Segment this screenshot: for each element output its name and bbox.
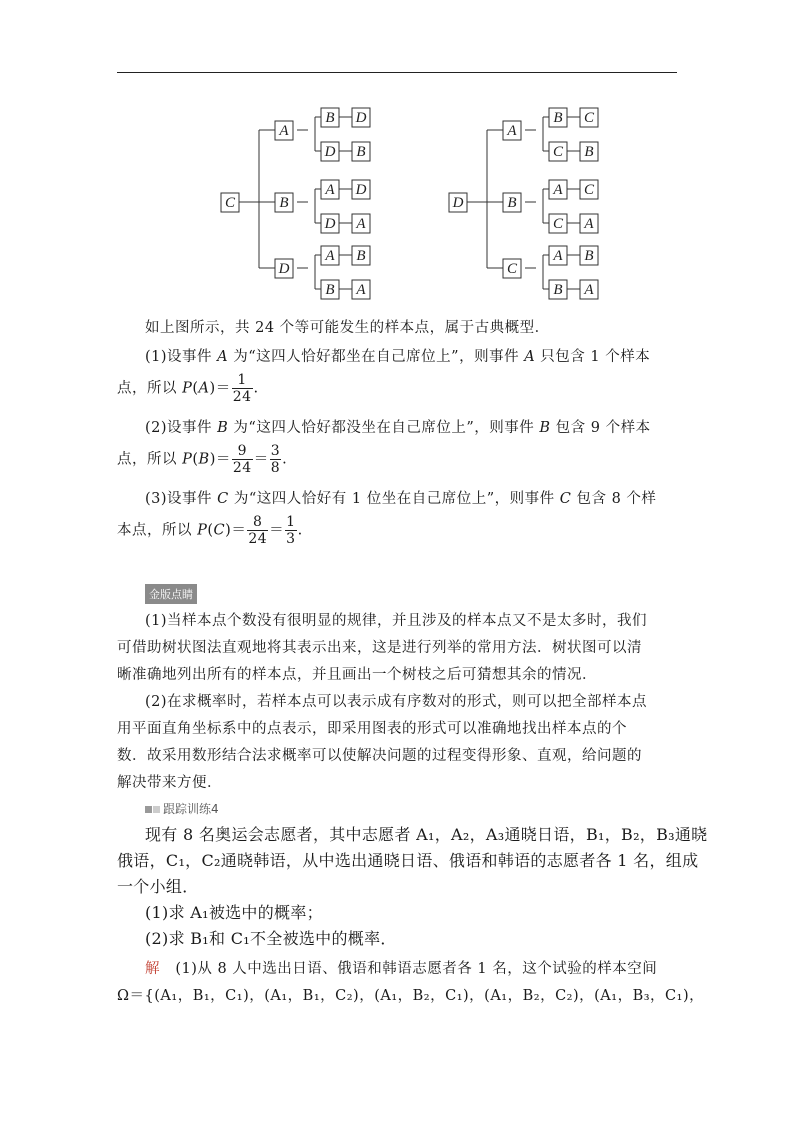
tree-level3-label: C bbox=[583, 182, 595, 198]
question-line: 现有 8 名奥运会志愿者，其中志愿者 A₁，A₂，A₃通晓日语，B₁，B₂，B₃通晓 bbox=[145, 825, 708, 844]
solution-label: 解 bbox=[145, 961, 160, 977]
paragraph-event-a: (1)设事件 A 为“这四人恰好都坐在自己席位上”，则事件 A 只包含 1 个样本 bbox=[145, 349, 651, 365]
tree-level3-label: A bbox=[584, 282, 594, 298]
square-icon bbox=[145, 806, 152, 813]
tip-badge: 金版点睛 bbox=[145, 584, 197, 604]
fraction: $\frac{1}{24}$ bbox=[232, 372, 252, 405]
fraction: $\frac{8}{24}$ bbox=[248, 514, 268, 547]
tree-level1-label: A bbox=[507, 123, 517, 139]
fraction: $\frac{3}{8}$ bbox=[270, 443, 281, 476]
follow-practice-heading: 跟踪训练4 bbox=[145, 800, 219, 817]
tree-root-label: D bbox=[452, 195, 464, 211]
tree-level3-label: B bbox=[584, 144, 594, 160]
paragraph-event-c-prob: 本点，所以 P(C)＝ $\frac{8}{24}$ ＝ $\frac{1}{3}$ . bbox=[117, 514, 303, 547]
tree-diagram-left bbox=[215, 97, 385, 302]
question-line: (2)求 B₁和 C₁不全被选中的概率． bbox=[145, 929, 397, 948]
header-rule bbox=[117, 72, 677, 73]
tree-level3-label: D bbox=[355, 182, 367, 198]
tree-level3-label: A bbox=[356, 216, 366, 232]
tree-level2-label: A bbox=[553, 248, 563, 264]
question-line: 一个小组． bbox=[117, 877, 199, 896]
fraction: $\frac{1}{3}$ bbox=[286, 514, 296, 547]
square-icon bbox=[153, 806, 160, 813]
tree-level2-label: B bbox=[553, 110, 563, 126]
paragraph-event-b: (2)设事件 B 为“这四人恰好都没坐在自己席位上”，则事件 B 包含 9 个样本 bbox=[145, 420, 651, 436]
paragraph-event-a-prob: 点，所以 P(A)＝ $\frac{1}{24}$ . bbox=[117, 372, 259, 405]
tree-level2-label: C bbox=[552, 216, 564, 232]
tree-level1-label: B bbox=[279, 195, 289, 211]
tree-level3-label: B bbox=[356, 248, 366, 264]
tree-level2-label: A bbox=[553, 182, 563, 198]
tree-level2-label: B bbox=[325, 282, 335, 298]
tree-level2-label: D bbox=[324, 216, 336, 232]
paragraph-event-b-prob: 点，所以 P(B)＝ $\frac{9}{24}$ ＝ $\frac{3}{8}$ . bbox=[117, 443, 288, 476]
tree-level1-label: B bbox=[507, 195, 517, 211]
tip-line: 晰准确地列出所有的样本点，并且画出一个树枝之后可猜想其余的情况． bbox=[117, 667, 597, 683]
tree-level2-label: C bbox=[552, 144, 564, 160]
tip-line: 用平面直角坐标系中的点表示，即采用图表的形式可以准确地找出样本点的个 bbox=[117, 721, 627, 737]
tree-level3-label: A bbox=[356, 282, 366, 298]
tree-level2-label: A bbox=[325, 248, 335, 264]
question-line: 俄语，C₁，C₂通晓韩语，从中选出通晓日语、俄语和韩语的志愿者各 1 名，组成 bbox=[117, 851, 699, 870]
tree-level3-label: B bbox=[356, 144, 366, 160]
solution-line: 解 (1)从 8 人中选出日语、俄语和韩语志愿者各 1 名，这个试验的样本空间 bbox=[145, 961, 658, 977]
tip-line: 可借助树状图法直观地将其表示出来，这是进行列举的常用方法．树状图可以清 bbox=[117, 640, 642, 656]
tree-level2-label: B bbox=[325, 110, 335, 126]
tree-level2-label: A bbox=[325, 182, 335, 198]
tree-level3-label: C bbox=[583, 110, 595, 126]
tree-level1-label: A bbox=[279, 123, 289, 139]
tip-line: (2)在求概率时，若样本点可以表示成有序数对的形式，则可以把全部样本点 bbox=[145, 694, 648, 710]
tree-level3-label: A bbox=[584, 216, 594, 232]
tree-level2-label: D bbox=[324, 144, 336, 160]
tree-level3-label: D bbox=[355, 110, 367, 126]
tree-root-label: C bbox=[224, 195, 236, 211]
question-line: (1)求 A₁被选中的概率； bbox=[145, 903, 323, 922]
paragraph-total: 如上图所示，共 24 个等可能发生的样本点，属于古典概型． bbox=[145, 320, 550, 336]
fraction: $\frac{9}{24}$ bbox=[232, 443, 252, 476]
paragraph-event-c: (3)设事件 C 为“这四人恰好有 1 位坐在自己席位上”，则事件 C 包含 8 个样 bbox=[145, 491, 657, 507]
tip-line: 解决带来方便． bbox=[117, 775, 222, 791]
tip-line: (1)当样本点个数没有很明显的规律，并且涉及的样本点又不是太多时，我们 bbox=[145, 613, 648, 629]
tree-level2-label: B bbox=[553, 282, 563, 298]
tree-level1-label: D bbox=[278, 261, 290, 277]
tree-diagram-right bbox=[443, 97, 613, 302]
tip-line: 数．故采用数形结合法求概率可以使解决问题的过程变得形象、直观，给问题的 bbox=[117, 748, 642, 764]
solution-line: Ω＝{(A₁，B₁，C₁)，(A₁，B₁，C₂)，(A₁，B₂，C₁)，(A₁，B₂，C₂)，(A₁，B₃，C₁)， bbox=[117, 988, 705, 1004]
tree-level3-label: B bbox=[584, 248, 594, 264]
tree-level1-label: C bbox=[506, 261, 518, 277]
